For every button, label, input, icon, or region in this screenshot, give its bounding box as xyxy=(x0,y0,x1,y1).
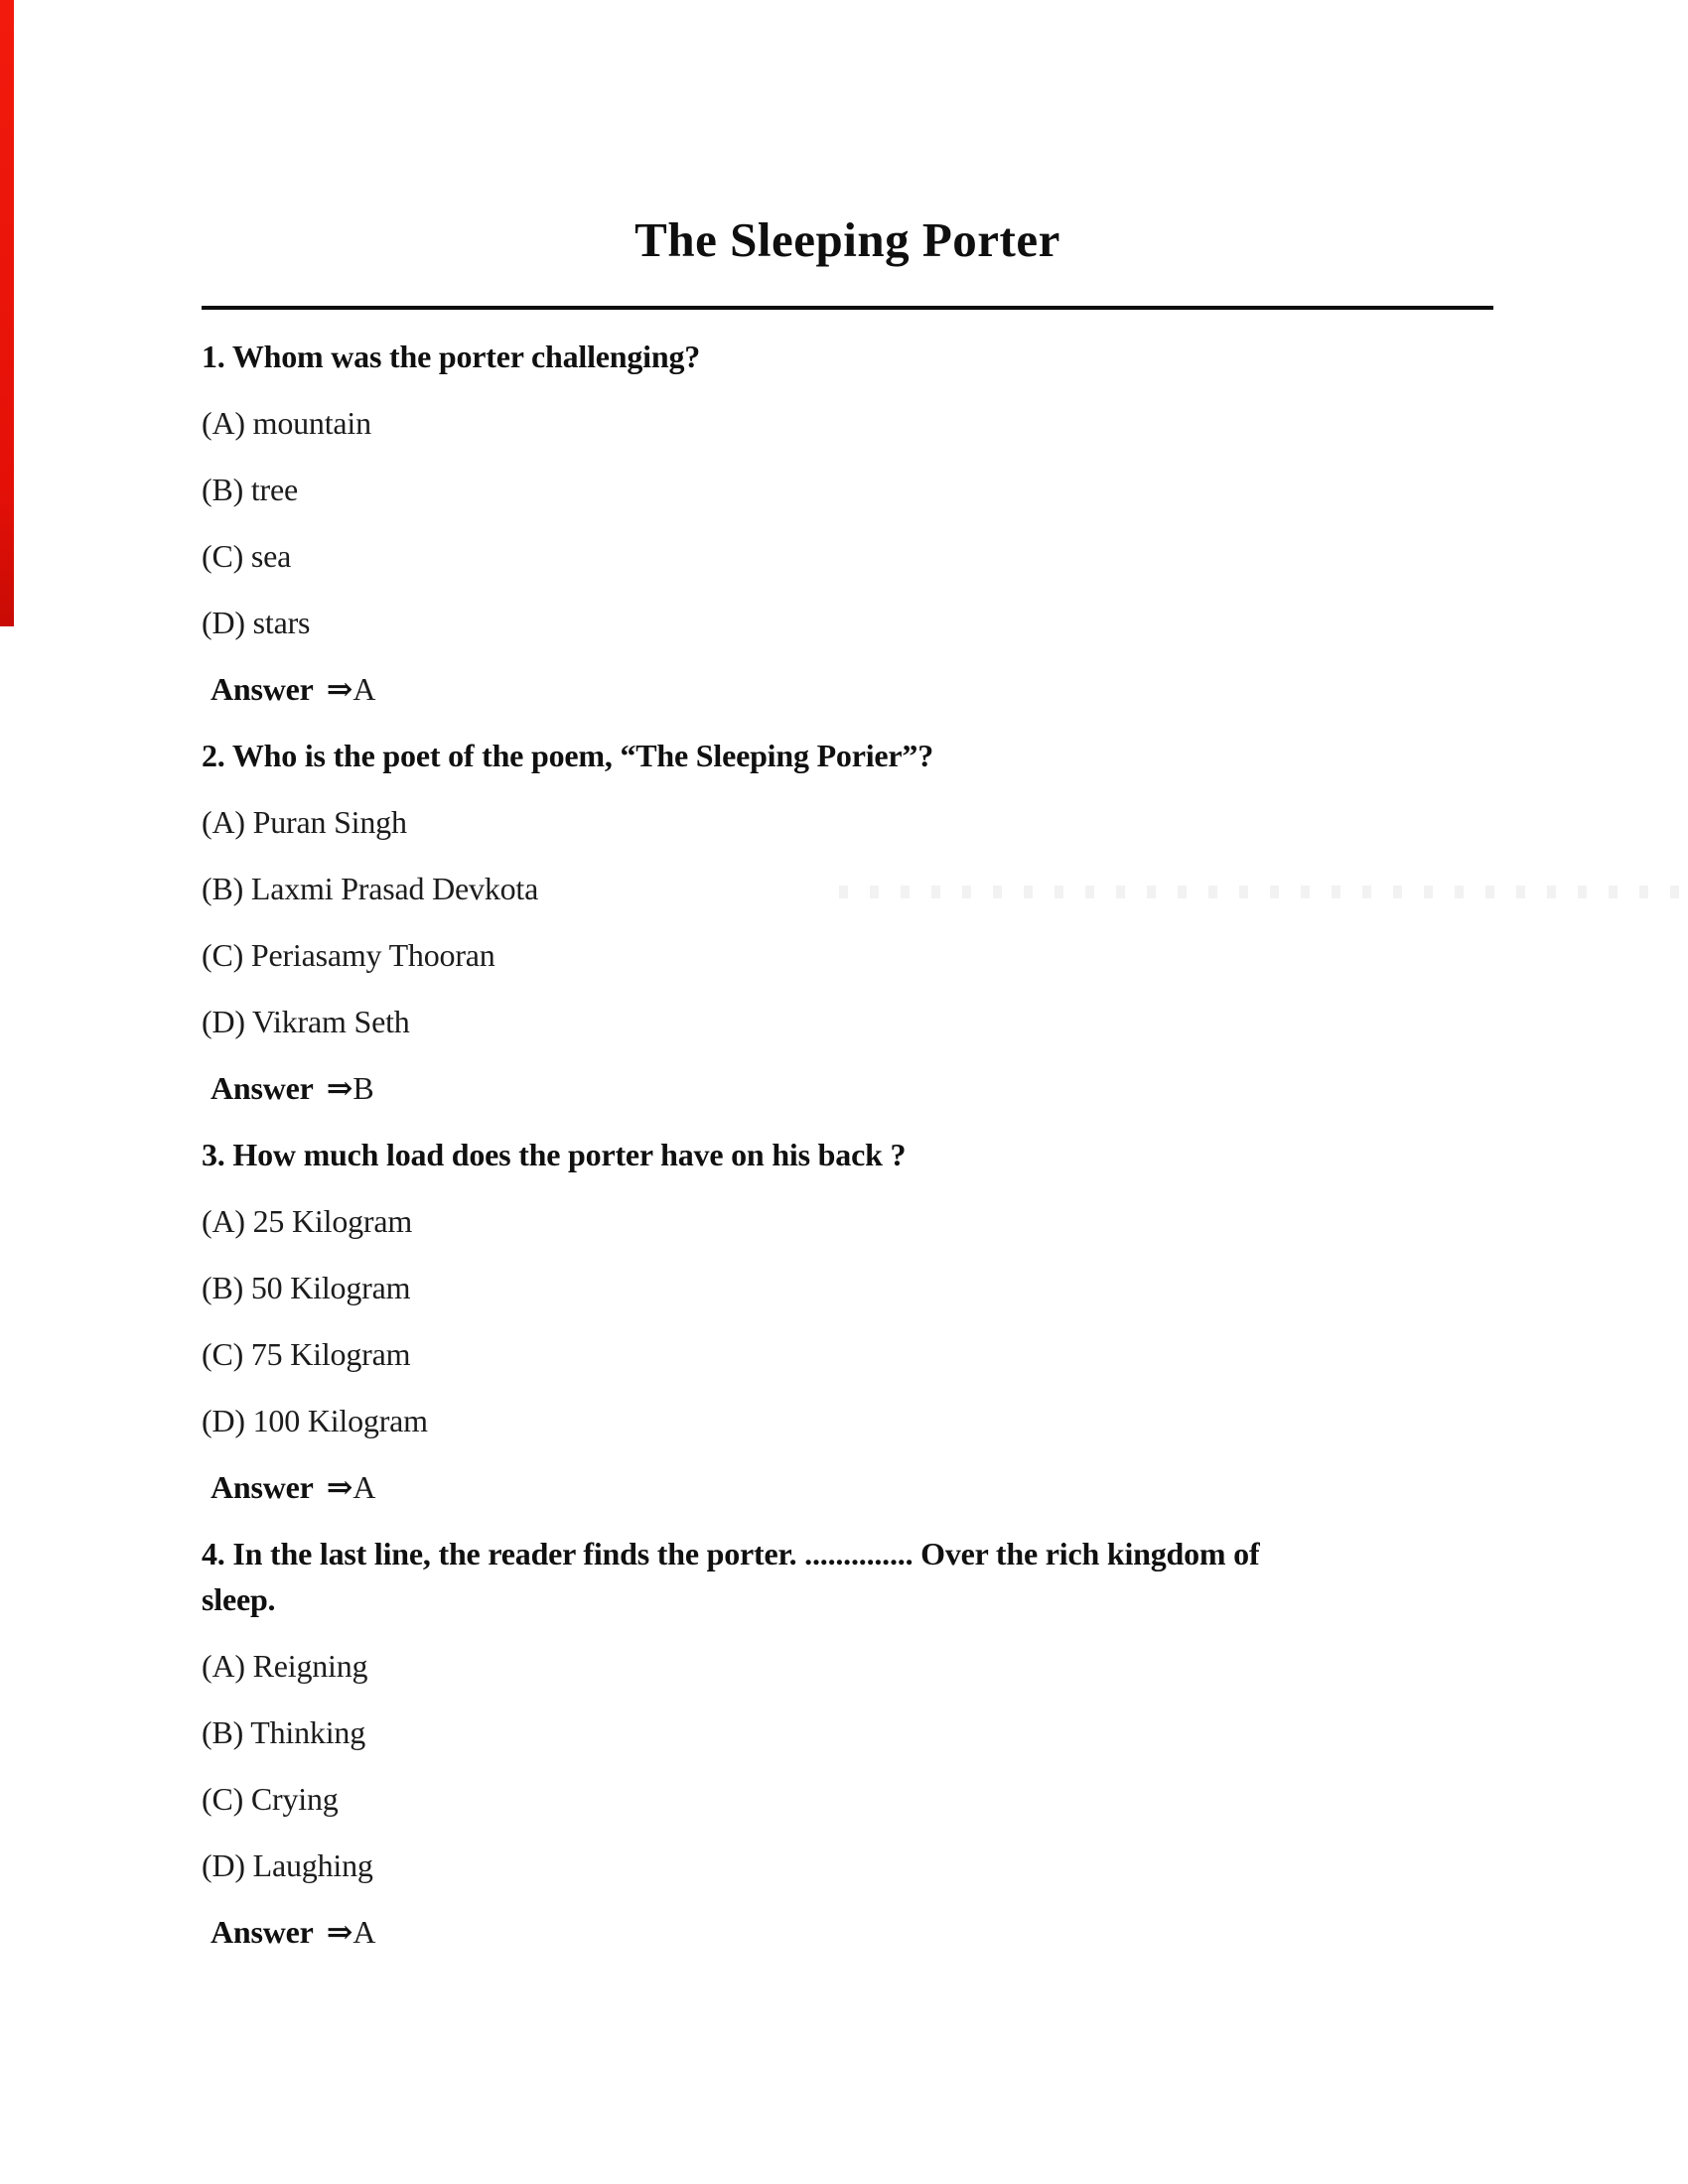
answer-label: Answer xyxy=(211,1914,314,1950)
option-d: (D) 100 Kilogram xyxy=(202,1403,428,1438)
title-divider xyxy=(202,306,1493,310)
answer-label: Answer xyxy=(211,671,314,707)
question-heading: 1. Whom was the porter challenging? xyxy=(202,339,701,374)
question-heading: 2. Who is the poet of the poem, “The Sleeping Porier”? xyxy=(202,738,934,773)
double-arrow-icon: ⇒ xyxy=(326,1070,353,1106)
option-a: (A) Puran Singh xyxy=(202,804,407,840)
question-block-2 xyxy=(202,733,1493,1111)
option-a: (A) 25 Kilogram xyxy=(202,1203,413,1239)
option-c: (C) 75 Kilogram xyxy=(202,1336,411,1372)
answer-value: A xyxy=(352,671,376,707)
red-edge-bar xyxy=(0,0,14,626)
answer-label: Answer xyxy=(211,1469,314,1505)
answer-line xyxy=(202,1909,1493,1955)
option-c: (C) sea xyxy=(202,538,292,574)
question-heading-line2: sleep. xyxy=(202,1581,276,1617)
option-d: (D) stars xyxy=(202,605,311,640)
question-block-1 xyxy=(202,334,1493,712)
option-b: (B) 50 Kilogram xyxy=(202,1270,411,1305)
answer-label: Answer xyxy=(211,1070,314,1106)
option-b: (B) Thinking xyxy=(202,1714,366,1750)
answer-line xyxy=(202,1065,1493,1111)
answer-value: A xyxy=(352,1914,376,1950)
option-b: (B) Laxmi Prasad Devkota xyxy=(202,871,539,906)
option-c: (C) Periasamy Thooran xyxy=(202,937,495,973)
double-arrow-icon: ⇒ xyxy=(326,1914,353,1950)
double-arrow-icon: ⇒ xyxy=(326,1469,353,1505)
option-a: (A) Reigning xyxy=(202,1648,368,1684)
faint-dotted-line xyxy=(839,886,1688,898)
option-d: (D) Vikram Seth xyxy=(202,1004,410,1039)
document-content xyxy=(202,0,1493,1976)
option-a: (A) mountain xyxy=(202,405,371,441)
answer-value: B xyxy=(352,1070,374,1106)
double-arrow-icon: ⇒ xyxy=(326,671,353,707)
option-d: (D) Laughing xyxy=(202,1847,373,1883)
answer-value: A xyxy=(352,1469,376,1505)
question-block-4 xyxy=(202,1531,1493,1955)
question-heading-line1: 4. In the last line, the reader finds the porter. .............. Over the rich kingdom of xyxy=(202,1536,1260,1571)
question-heading: 3. How much load does the porter have on his back ? xyxy=(202,1137,907,1172)
answer-line xyxy=(202,1464,1493,1510)
question-block-3 xyxy=(202,1132,1493,1510)
question-heading xyxy=(202,1531,1493,1622)
option-c: (C) Crying xyxy=(202,1781,339,1817)
page-title: The Sleeping Porter xyxy=(634,212,1060,267)
option-b: (B) tree xyxy=(202,472,299,507)
answer-line xyxy=(202,666,1493,712)
